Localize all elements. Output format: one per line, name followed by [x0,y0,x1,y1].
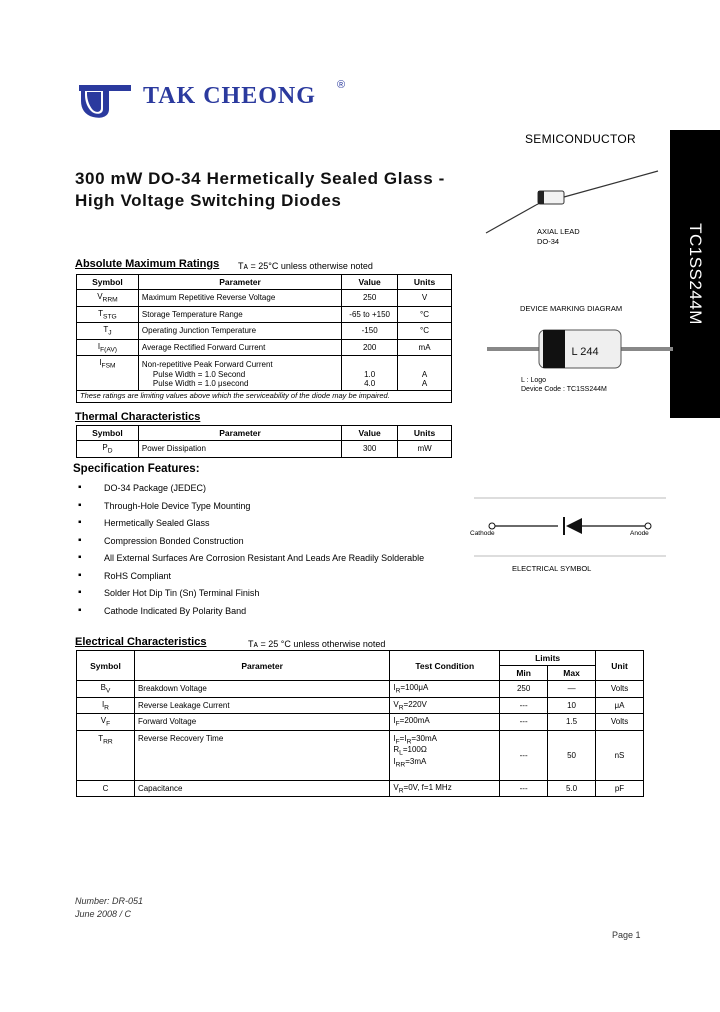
thermal-heading: Thermal Characteristics [75,411,201,423]
table-row [77,441,452,458]
cell-symbol [77,370,139,379]
electrical-heading: Electrical Characteristics [75,636,207,648]
cell-value: 300 [342,441,398,458]
table-row [77,730,644,780]
col-max: Max [548,666,596,681]
table-row [77,339,452,356]
cell-symbol: $T_{STG}$ [77,306,139,323]
cell-value: 250 [342,290,398,307]
cell-units: A [398,370,452,379]
cathode-label: Cathode [470,530,495,537]
col-min: Min [500,666,548,681]
category-label: SEMICONDUCTOR [525,132,637,146]
anode-label: Anode [630,530,649,537]
cell-max: 5.0 [548,780,596,797]
list-item: ▪ Compression Bonded Construction [78,536,458,546]
cell-value: -150 [342,323,398,340]
cell-max: 1.5 [548,714,596,731]
thermal-table [76,425,452,458]
cell-max: 50 [548,730,596,780]
cell-symbol: C [77,780,135,797]
cell-parameter: Pulse Width = 1.0 μsecond [138,379,341,391]
cell-symbol: $T_J$ [77,323,139,340]
cell-symbol: $I_{F(AV)}$ [77,339,139,356]
list-item: ▪ RoHS Compliant [78,571,458,581]
table-row [77,714,644,731]
cell-unit: nS [596,730,644,780]
cell-parameter: Breakdown Voltage [134,681,389,698]
electrical-table [76,650,644,797]
table-header-row [77,651,644,666]
company-name: TAK CHEONG [143,83,316,109]
table-row [77,370,452,379]
device-marking-diagram [485,318,675,380]
cell-value: 4.0 [342,379,398,391]
cell-value: 200 [342,339,398,356]
table-header-row [77,426,452,441]
cell-units: V [398,290,452,307]
cell-units: A [398,379,452,391]
features-list [78,483,458,623]
cell-symbol: $P_D$ [77,441,139,458]
list-item: ▪ Hermetically Sealed Glass [78,518,458,528]
cell-min: 250 [500,681,548,698]
col-units: Units [398,275,452,290]
col-limits: Limits [500,651,596,666]
cell-test-condition: $I_F=I_R=30mA$ $R_L=100\Omega$ $I_{RR}=3mA$ [390,730,500,780]
cell-min: --- [500,697,548,714]
marking-diagram-title: DEVICE MARKING DIAGRAM [520,304,623,313]
electrical-symbol-title: ELECTRICAL SYMBOL [512,564,592,573]
cell-parameter: Non-repetitive Peak Forward Current [138,356,341,370]
document-number: Number: DR-051 June 2008 / C [75,896,144,919]
marking-legend: L : Logo Device Code : TC1SS244M [521,377,607,393]
company-logo [75,75,395,127]
cell-units: mW [398,441,452,458]
tc-logo-icon [75,75,135,123]
table-header-row [77,275,452,290]
table-row [77,290,452,307]
page-number: Page 1 [612,930,641,940]
cell-symbol: $T_{RR}$ [77,730,135,780]
cell-min: --- [500,780,548,797]
cell-symbol: $I_R$ [77,697,135,714]
col-test-condition: Test Condition [390,651,500,681]
cell-value: -65 to +150 [342,306,398,323]
table-row [77,323,452,340]
cell-unit: pF [596,780,644,797]
part-number-tab [670,130,720,418]
electrical-note: Tᴀ = 25 °C unless otherwise noted [248,639,386,649]
cell-symbol: $B_V$ [77,681,135,698]
list-item: ▪ Cathode Indicated By Polarity Band [78,606,458,616]
col-units: Units [398,426,452,441]
col-value: Value [342,426,398,441]
list-item: ▪ DO-34 Package (JEDEC) [78,483,458,493]
list-item: ▪ All External Surfaces Are Corrosion Resistant And Leads Are Readily Solderable [78,553,458,563]
cell-test-condition: $I_F=200mA$ [390,714,500,731]
cell-units: °C [398,306,452,323]
table-row [77,780,644,797]
cell-symbol: $I_{FSM}$ [77,356,139,370]
page-title: 300 mW DO-34 Hermetically Sealed Glass - High Voltage Switching Diodes [75,169,445,210]
electrical-symbol-diagram [470,492,670,562]
registered-mark-icon: ® [337,79,346,91]
features-heading: Specification Features: [73,463,200,475]
cell-unit: μA [596,697,644,714]
col-unit: Unit [596,651,644,681]
list-item: ▪ Through-Hole Device Type Mounting [78,501,458,511]
part-number-label: TC1SS244M [686,223,705,325]
abs-max-footnote: These ratings are limiting values above which the serviceability of the diode may be impaired. [76,389,452,403]
abs-max-heading: Absolute Maximum Ratings [75,258,220,270]
axial-lead-label: AXIAL LEAD DO-34 [537,227,580,246]
cell-parameter: Operating Junction Temperature [138,323,341,340]
cell-value: 1.0 [342,370,398,379]
table-row [77,306,452,323]
table-row [77,697,644,714]
col-parameter: Parameter [134,651,389,681]
cell-parameter: Maximum Repetitive Reverse Voltage [138,290,341,307]
cell-parameter: Power Dissipation [138,441,341,458]
table-row [77,356,452,370]
cell-unit: Volts [596,681,644,698]
cell-max: 10 [548,697,596,714]
cell-parameter: Pulse Width = 1.0 Second [138,370,341,379]
cell-max: — [548,681,596,698]
col-parameter: Parameter [138,426,341,441]
col-parameter: Parameter [138,275,341,290]
cell-unit: Volts [596,714,644,731]
abs-max-note: Tᴀ = 25°C unless otherwise noted [238,261,373,271]
cell-symbol: $V_{RRM}$ [77,290,139,307]
cell-parameter: Average Rectified Forward Current [138,339,341,356]
list-item: ▪ Solder Hot Dip Tin (Sn) Terminal Finish [78,588,458,598]
cell-min: --- [500,714,548,731]
cell-test-condition: $V_R=220V$ [390,697,500,714]
cell-parameter: Reverse Recovery Time [134,730,389,780]
col-symbol: Symbol [77,275,139,290]
cell-min: --- [500,730,548,780]
cell-units [398,356,452,370]
cell-test-condition: $I_R=100\mu A$ [390,681,500,698]
cell-parameter: Reverse Leakage Current [134,697,389,714]
table-row [77,681,644,698]
col-symbol: Symbol [77,651,135,681]
cell-symbol: $V_F$ [77,714,135,731]
col-value: Value [342,275,398,290]
col-symbol: Symbol [77,426,139,441]
cell-parameter: Forward Voltage [134,714,389,731]
cell-parameter: Storage Temperature Range [138,306,341,323]
svg-text:L 244: L 244 [571,346,599,358]
cell-test-condition: $V_R=0V$, f=1 MHz [390,780,500,797]
cell-value [342,356,398,370]
abs-max-table [76,274,452,391]
cell-units: mA [398,339,452,356]
cell-parameter: Capacitance [134,780,389,797]
cell-units: °C [398,323,452,340]
